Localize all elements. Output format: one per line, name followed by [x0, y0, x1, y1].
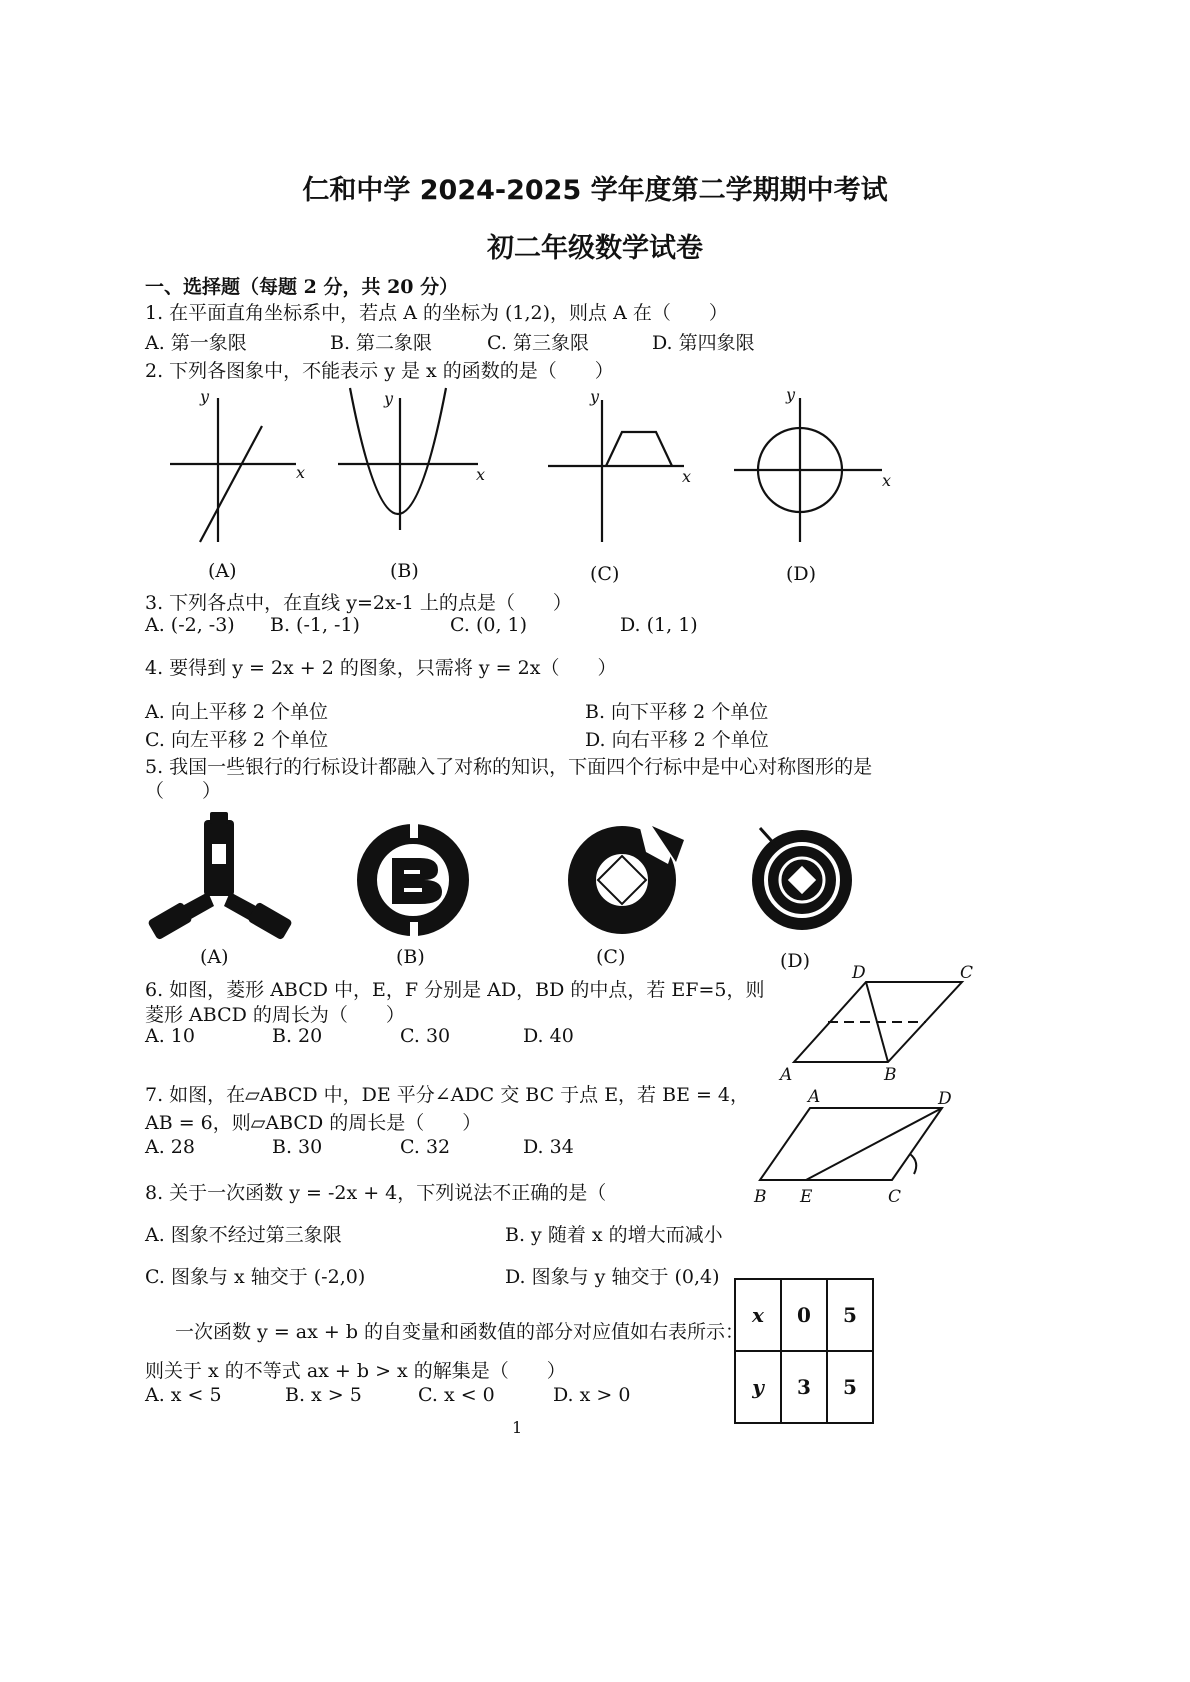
q4-option-c: C. 向左平移 2 个单位	[145, 729, 329, 751]
exam-title: 仁和中学 2024-2025 学年度第二学期期中考试	[302, 175, 888, 206]
q5-caption-d: (D)	[780, 950, 811, 972]
q1-option-b: B. 第二象限	[330, 332, 433, 354]
value-table	[734, 1278, 874, 1424]
q1-option-c: C. 第三象限	[487, 332, 589, 354]
q6-option-d: D. 40	[523, 1025, 574, 1047]
q6-option-c: C. 30	[400, 1025, 451, 1047]
q2-caption-a: (A)	[208, 560, 237, 582]
q3-option-a: A. (-2, -3)	[145, 614, 235, 636]
parallelogram-label-d: D	[938, 1089, 952, 1109]
q4-option-d: D. 向右平移 2 个单位	[585, 729, 769, 751]
q5-stem: 5. 我国一些银行的行标设计都融入了对称的知识，下面四个行标中是中心对称图形的是	[145, 756, 873, 778]
q1-option-d: D. 第四象限	[652, 332, 755, 354]
rhombus-figure	[770, 960, 1000, 1090]
table-cell: 3	[781, 1351, 827, 1423]
table-cell: x	[735, 1279, 781, 1351]
q4-option-b: B. 向下平移 2 个单位	[585, 701, 769, 723]
q8-option-d: D. 图象与 y 轴交于 (0,4)	[505, 1266, 720, 1288]
q7-option-c: C. 32	[400, 1136, 451, 1158]
graph-d-x-label: x	[882, 471, 892, 490]
q2-stem: 2. 下列各图象中，不能表示 y 是 x 的函数的是（ ）	[145, 360, 614, 382]
q2-caption-b: (B)	[390, 560, 419, 582]
graph-a-y-label: y	[200, 387, 210, 406]
q7-option-a: A. 28	[145, 1136, 195, 1158]
q5-caption-b: (B)	[396, 946, 425, 968]
q8-stem: 8. 关于一次函数 y = -2x + 4，下列说法不正确的是（	[145, 1182, 607, 1204]
q2-graphs	[0, 0, 1190, 600]
graph-a-line	[200, 426, 262, 542]
q4-stem: 4. 要得到 y = 2x + 2 的图象，只需将 y = 2x（ ）	[145, 657, 617, 679]
rhombus-label-b: B	[884, 1065, 897, 1085]
q9-option-b: B. x > 5	[285, 1384, 362, 1406]
parallelogram-figure	[740, 1082, 970, 1207]
table-cell: 5	[827, 1351, 873, 1423]
parallelogram-label-b: B	[754, 1187, 767, 1207]
q8-option-a: A. 图象不经过第三象限	[145, 1224, 342, 1246]
q1-option-a: A. 第一象限	[145, 332, 247, 354]
bank-logo-b	[367, 820, 459, 940]
bank-logo-c	[582, 826, 684, 920]
q6-option-b: B. 20	[272, 1025, 323, 1047]
q3-stem: 3. 下列各点中，在直线 y=2x-1 上的点是（ ）	[145, 592, 572, 614]
table-row	[735, 1351, 873, 1423]
q3-option-d: D. (1, 1)	[620, 614, 698, 636]
parallelogram-label-e: E	[800, 1187, 813, 1207]
section-heading: 一、选择题（每题 2 分，共 20 分）	[145, 276, 459, 298]
parallelogram-label-c: C	[888, 1187, 902, 1207]
table-cell: 5	[827, 1279, 873, 1351]
q7-option-b: B. 30	[272, 1136, 323, 1158]
graph-b-y-label: y	[384, 389, 394, 408]
q1-stem: 1. 在平面直角坐标系中，若点 A 的坐标为 (1,2)，则点 A 在（ ）	[145, 302, 728, 324]
q2-caption-d: (D)	[786, 563, 817, 585]
table-cell: y	[735, 1351, 781, 1423]
q5-caption-c: (C)	[596, 946, 626, 968]
q5-caption-a: (A)	[200, 946, 229, 968]
rhombus-label-a: A	[780, 1065, 793, 1085]
graph-d-y-label: y	[786, 385, 796, 404]
q6-stem-line2: 菱形 ABCD 的周长为（ ）	[145, 1004, 405, 1026]
parallelogram-label-a: A	[808, 1087, 821, 1107]
table-cell: 0	[781, 1279, 827, 1351]
graph-b-x-label: x	[476, 465, 486, 484]
q7-option-d: D. 34	[523, 1136, 574, 1158]
q9-option-c: C. x < 0	[418, 1384, 495, 1406]
q3-option-c: C. (0, 1)	[450, 614, 528, 636]
graph-b-parabola	[350, 388, 446, 514]
bank-logo-a	[147, 812, 293, 941]
graph-c-y-label: y	[590, 387, 600, 406]
q6-stem: 6. 如图，菱形 ABCD 中，E，F 分别是 AD，BD 的中点，若 EF=5，则	[145, 979, 765, 1001]
bank-logo-d	[752, 828, 852, 930]
q3-option-b: B. (-1, -1)	[270, 614, 360, 636]
graph-c-x-label: x	[682, 467, 692, 486]
q8-option-c: C. 图象与 x 轴交于 (-2,0)	[145, 1266, 366, 1288]
page-number: 1	[512, 1418, 523, 1437]
q7-stem: 7. 如图，在▱ABCD 中，DE 平分∠ADC 交 BC 于点 E，若 BE = 4，	[145, 1084, 750, 1106]
q5-stem-bracket: （ ）	[145, 780, 222, 802]
q7-stem-line2: AB = 6，则▱ABCD 的周长是（ ）	[145, 1112, 482, 1134]
q9-stem: 一次函数 y = ax + b 的自变量和函数值的部分对应值如右表所示：	[175, 1321, 745, 1343]
q9-option-d: D. x > 0	[553, 1384, 631, 1406]
q5-logos	[0, 800, 1190, 950]
table-row	[735, 1279, 873, 1351]
graph-a-x-label: x	[296, 463, 306, 482]
q2-caption-c: (C)	[590, 563, 620, 585]
q6-option-a: A. 10	[145, 1025, 195, 1047]
exam-subtitle: 初二年级数学试卷	[487, 233, 703, 264]
q8-option-b: B. y 随着 x 的增大而减小	[505, 1224, 723, 1246]
rhombus-label-c: C	[960, 963, 974, 983]
graph-c-trapezoid	[606, 432, 672, 466]
q9-stem-line2: 则关于 x 的不等式 ax + b > x 的解集是（ ）	[145, 1360, 566, 1382]
q4-option-a: A. 向上平移 2 个单位	[145, 701, 328, 723]
rhombus-label-d: D	[852, 963, 866, 983]
q9-option-a: A. x < 5	[145, 1384, 222, 1406]
